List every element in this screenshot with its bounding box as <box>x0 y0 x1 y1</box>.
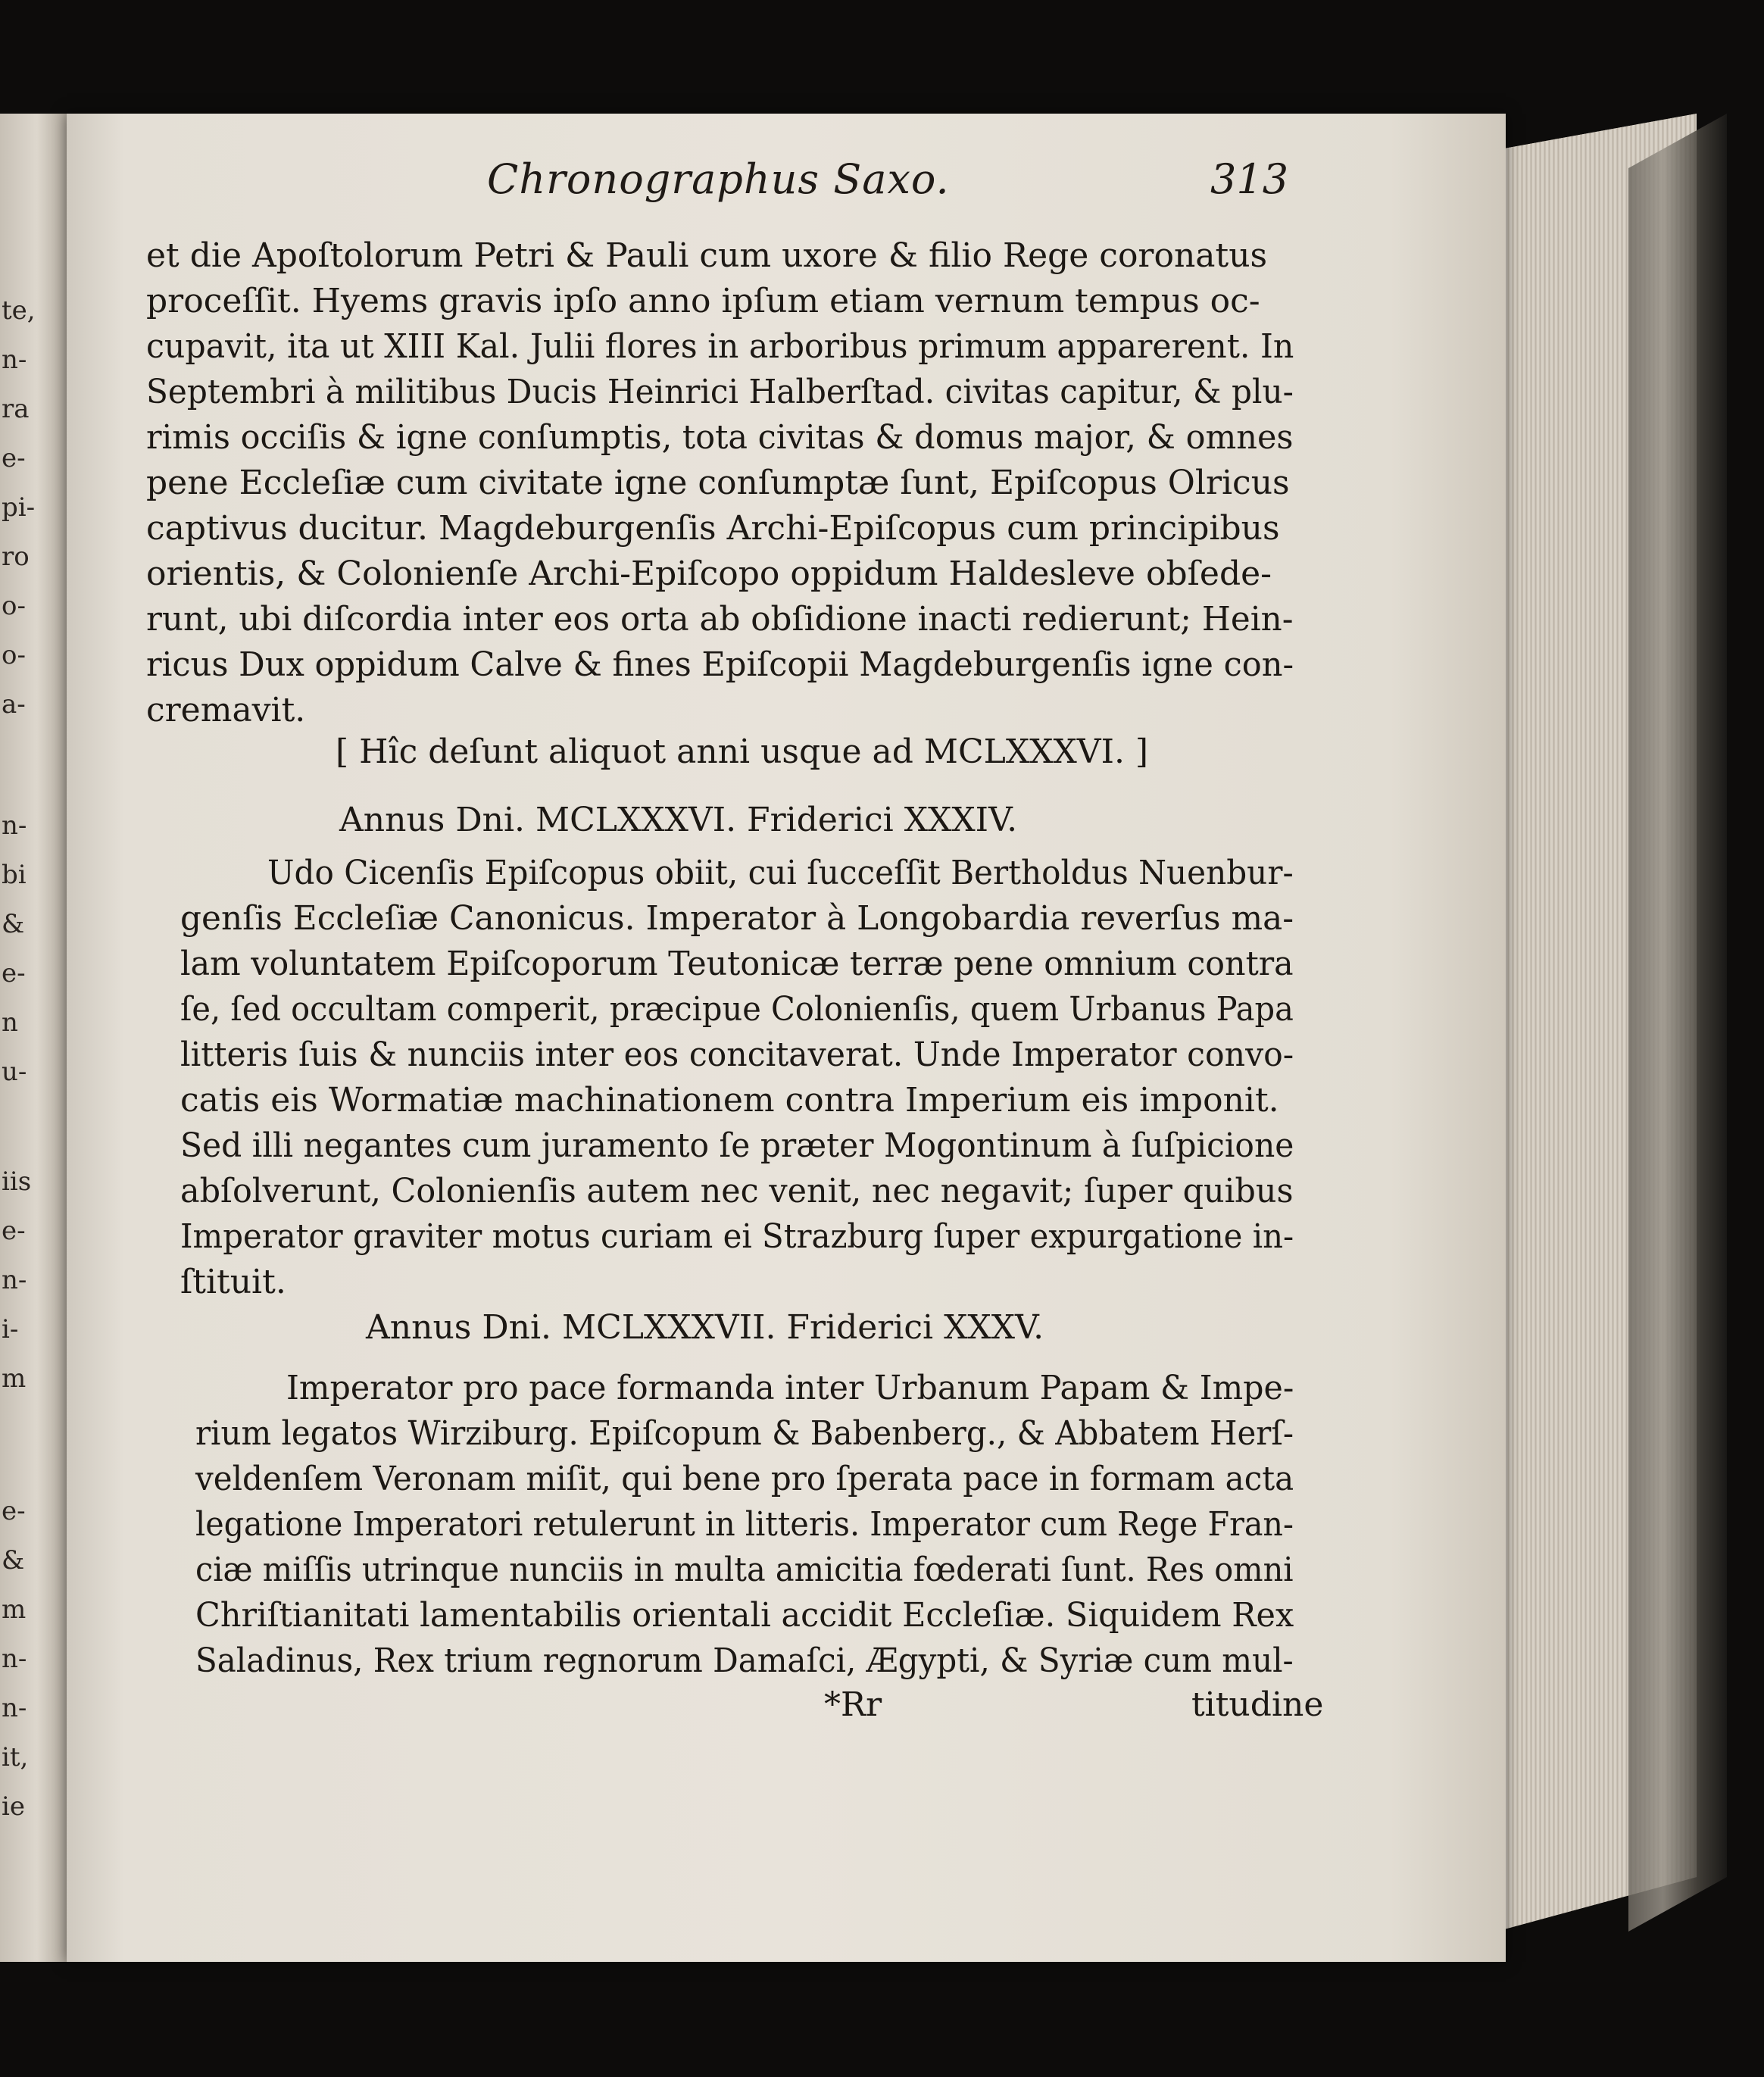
book-page <box>67 114 1506 1962</box>
text-line: catis eis Wormatiæ machinationem contra Imperium eis imponit. <box>180 1081 1279 1120</box>
left-fragment: it, <box>2 1742 29 1772</box>
text-line: cupavit, ita ut XIII Kal. Julii flores in arboribus primum apparerent. In <box>146 327 1294 366</box>
left-fragment: & <box>2 1545 25 1576</box>
text-line: Sed illi negantes cum juramento ſe præter Mogontinum à ſuſpicione <box>180 1126 1294 1165</box>
left-fragment: e- <box>2 443 26 473</box>
book-cover-edge <box>1628 114 1727 1932</box>
left-fragment: a- <box>2 689 26 720</box>
text-line: Chriſtianitati lamentabilis orientali accidit Eccleſiæ. Siquidem Rex <box>195 1596 1294 1635</box>
text-line: rimis occiſis & igne conſumptis, tota civitas & domus major, & omnes <box>146 418 1294 457</box>
text-line: ciæ miſſis utrinque nunciis in multa amicitia fœderati ſunt. Res omni <box>195 1551 1294 1589</box>
text-line: ſe, ſed occultam comperit, præcipue Colonienſis, quem Urbanus Papa <box>180 990 1294 1029</box>
left-fragment: e- <box>2 1496 26 1526</box>
year-heading: Annus Dni. MCLXXXVII. Friderici XXXV. <box>366 1308 1044 1347</box>
text-line: ricus Dux oppidum Calve & fines Epiſcopii Magdeburgenſis igne con- <box>146 645 1294 684</box>
left-fragment: n- <box>2 1265 27 1295</box>
previous-page-edge <box>0 114 67 1962</box>
left-fragment: n- <box>2 345 27 375</box>
text-line: Imperator graviter motus curiam ei Strazburg ſuper expurgatione in- <box>180 1217 1294 1256</box>
text-line: legatione Imperatori retulerunt in litteris. Imperator cum Rege Fran- <box>195 1505 1294 1544</box>
left-fragment: ro <box>2 542 30 572</box>
left-fragment: i- <box>2 1314 19 1345</box>
text-line: rium legatos Wirziburg. Epiſcopum & Babenberg., & Abbatem Herſ- <box>195 1414 1294 1453</box>
text-line: proceſſit. Hyems gravis ipſo anno ipſum etiam vernum tempus oc- <box>146 282 1260 320</box>
text-line: litteris ſuis & nunciis inter eos concitaverat. Unde Imperator convo- <box>180 1035 1294 1074</box>
text-line: captivus ducitur. Magdeburgenſis Archi-Epiſcopus cum principibus <box>146 509 1280 548</box>
signature-mark: *Rr <box>824 1685 882 1724</box>
year-heading: Annus Dni. MCLXXXVI. Friderici XXXIV. <box>339 801 1018 839</box>
left-fragment: n- <box>2 1693 27 1723</box>
left-fragment: o- <box>2 591 26 621</box>
left-fragment: bi <box>2 860 27 890</box>
left-fragment: u- <box>2 1057 27 1087</box>
editorial-note: [ Hîc deſunt aliquot anni usque ad MCLXXXVI. ] <box>336 732 1149 771</box>
text-line: lam voluntatem Epiſcoporum Teutonicæ terræ pene omnium contra <box>180 945 1294 983</box>
left-fragment: n- <box>2 810 27 841</box>
page-number: 313 <box>1210 155 1289 203</box>
text-line: abſolverunt, Colonienſis autem nec venit, nec negavit; ſuper quibus <box>180 1172 1294 1210</box>
catchword: titudine <box>1191 1685 1324 1724</box>
text-line: runt, ubi diſcordia inter eos orta ab obſidione inacti redierunt; Hein- <box>146 600 1294 639</box>
page-header <box>67 155 1506 216</box>
left-fragment: e- <box>2 958 26 989</box>
text-line: ſtituit. <box>180 1263 286 1301</box>
left-fragment: n <box>2 1007 18 1038</box>
text-line: orientis, & Colonienſe Archi-Epiſcopo oppidum Haldesleve obſede- <box>146 554 1272 593</box>
text-line: et die Apoſtolorum Petri & Pauli cum uxore & filio Rege coronatus <box>146 236 1268 275</box>
running-title: Chronographus Saxo. <box>487 155 950 203</box>
left-fragment: pi- <box>2 492 36 523</box>
text-line: cremavit. <box>146 691 306 729</box>
text-line: Saladinus, Rex trium regnorum Damaſci, Ægypti, & Syriæ cum mul- <box>195 1641 1294 1680</box>
text-line: genſis Eccleſiæ Canonicus. Imperator à Longobardia reverſus ma- <box>180 899 1294 938</box>
left-fragment: & <box>2 909 25 939</box>
text-line: Udo Cicenſis Epiſcopus obiit, cui ſucceſſit Bertholdus Nuenbur- <box>267 854 1294 892</box>
left-fragment: te, <box>2 295 36 326</box>
left-fragment: n- <box>2 1644 27 1674</box>
text-line: pene Eccleſiæ cum civitate igne conſumptæ ſunt, Epiſcopus Olricus <box>146 464 1290 502</box>
left-fragment: iis <box>2 1167 32 1197</box>
text-line: Imperator pro pace formanda inter Urbanum Papam & Impe- <box>286 1369 1294 1407</box>
left-fragment: m <box>2 1363 27 1394</box>
left-fragment: e- <box>2 1216 26 1246</box>
text-line: veldenſem Veronam miſit, qui bene pro ſperata pace in formam acta <box>195 1460 1294 1498</box>
left-fragment: ie <box>2 1791 25 1822</box>
text-line: Septembri à militibus Ducis Heinrici Halberſtad. civitas capitur, & plu- <box>146 373 1294 411</box>
left-fragment: m <box>2 1594 27 1625</box>
left-fragment: ra <box>2 394 30 424</box>
left-fragment: o- <box>2 640 26 670</box>
